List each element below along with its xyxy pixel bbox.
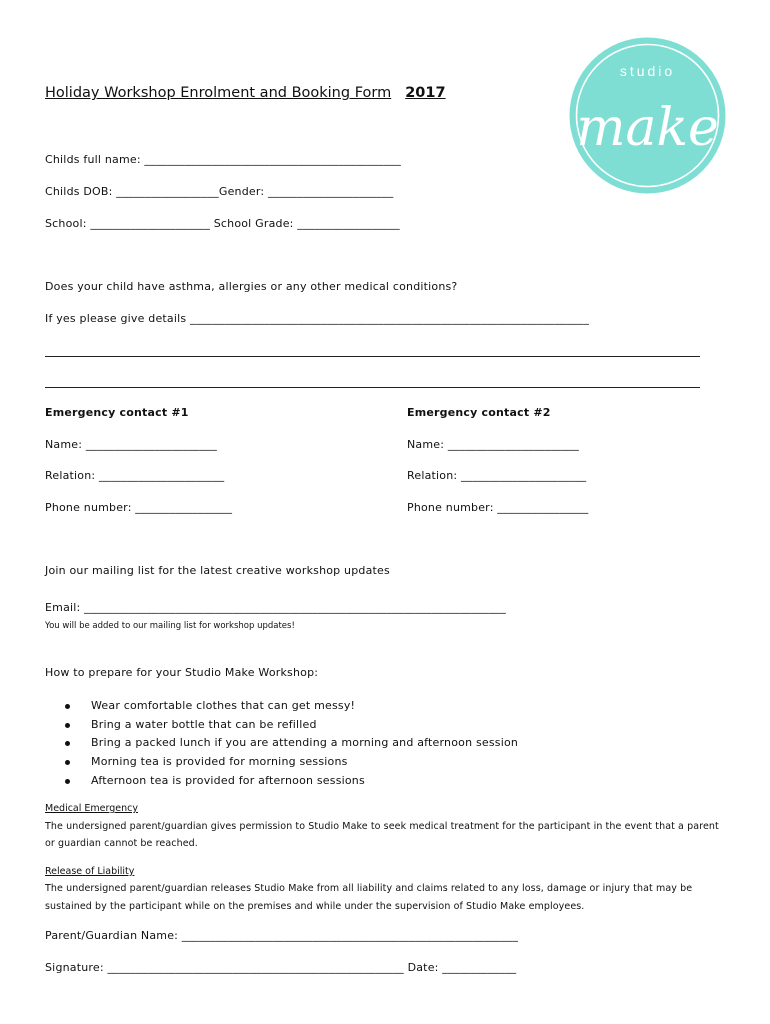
medical-details-line-1[interactable] bbox=[45, 356, 700, 357]
emergency-contact-2-heading: Emergency contact #2 bbox=[407, 406, 551, 419]
bullet-icon bbox=[65, 779, 70, 784]
logo-studio-text: studio bbox=[619, 63, 676, 79]
emergency-2-relation-field[interactable]: Relation: ______________________ bbox=[407, 469, 587, 482]
prepare-item bbox=[60, 772, 518, 791]
bullet-icon bbox=[65, 760, 70, 765]
prepare-item bbox=[60, 697, 518, 716]
prepare-item bbox=[60, 716, 518, 735]
prepare-item-text: Bring a packed lunch if you are attending a morning and afternoon session bbox=[91, 736, 519, 750]
school-grade-field[interactable]: School: _____________________ School Grade: __________________ bbox=[45, 217, 400, 230]
medical-emergency-heading: Medical Emergency bbox=[45, 803, 138, 814]
form-title bbox=[45, 85, 446, 101]
prepare-list bbox=[60, 697, 518, 790]
emergency-2-name-field[interactable]: Name: _______________________ bbox=[407, 438, 579, 451]
emergency-1-name-field[interactable]: Name: _______________________ bbox=[45, 438, 217, 451]
prepare-item-text: Wear comfortable clothes that can get messy! bbox=[91, 699, 356, 712]
guardian-name-field[interactable]: Parent/Guardian Name: ___________________________________________________________ bbox=[45, 929, 519, 942]
bullet-icon bbox=[65, 723, 70, 728]
prepare-item-text: Morning tea is provided for morning sessions bbox=[91, 755, 348, 769]
email-field[interactable]: Email: __________________________________________________________________________ bbox=[45, 601, 506, 614]
medical-emergency-text: The undersigned parent/guardian gives permission to Studio Make to seek medical treatment for the participant in the event that a parent or guardian cannot be reached. bbox=[45, 821, 719, 849]
emergency-contact-1-heading: Emergency contact #1 bbox=[45, 406, 189, 419]
child-dob-gender-field[interactable]: Childs DOB: __________________Gender: ______________________ bbox=[45, 185, 394, 198]
medical-details-line-2[interactable] bbox=[45, 387, 700, 388]
bullet-icon bbox=[65, 704, 70, 709]
prepare-heading: How to prepare for your Studio Make Workshop: bbox=[45, 666, 319, 679]
emergency-2-phone-field[interactable]: Phone number: ________________ bbox=[407, 501, 589, 514]
form-title-year: 2017 bbox=[405, 85, 446, 101]
medical-details-field[interactable]: If yes please give details ______________________________________________________________________ bbox=[45, 312, 590, 325]
form-title-main: Holiday Workshop Enrolment and Booking Form bbox=[45, 85, 392, 101]
medical-question: Does your child have asthma, allergies or any other medical conditions? bbox=[45, 280, 458, 293]
mailing-list-note: You will be added to our mailing list for workshop updates! bbox=[45, 621, 295, 631]
child-name-field[interactable]: Childs full name: _____________________________________________ bbox=[45, 153, 401, 166]
prepare-item-text: Afternoon tea is provided for afternoon sessions bbox=[91, 773, 365, 787]
emergency-1-relation-field[interactable]: Relation: ______________________ bbox=[45, 469, 225, 482]
release-of-liability-heading: Release of Liability bbox=[45, 866, 135, 877]
release-of-liability-text: The undersigned parent/guardian releases Studio Make from all liability and claims related to any loss, damage or injury that may be sustained by the participant while on the premises and while under the supervision of Studio Make employees. bbox=[45, 883, 693, 912]
prepare-item bbox=[60, 753, 518, 772]
mailing-list-prompt: Join our mailing list for the latest creative workshop updates bbox=[45, 564, 390, 577]
emergency-1-phone-field[interactable]: Phone number: _________________ bbox=[45, 501, 233, 514]
bullet-icon bbox=[65, 741, 70, 746]
logo-make-text: make bbox=[576, 98, 719, 158]
studio-make-logo bbox=[569, 37, 726, 194]
prepare-item-text: Bring a water bottle that can be refilled bbox=[91, 717, 317, 731]
signature-date-field[interactable]: Signature: ____________________________________________________ Date: _____________ bbox=[45, 961, 517, 974]
prepare-item bbox=[60, 734, 518, 753]
